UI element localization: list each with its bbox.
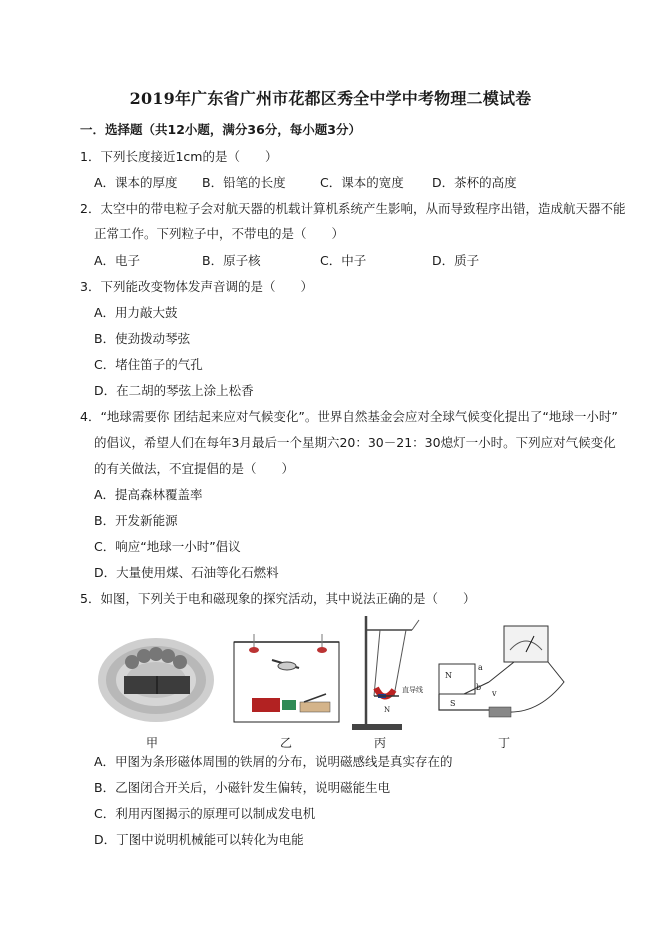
question-2-stem-line2: 正常工作。下列粒子中，不带电的是（ ） (94, 226, 345, 241)
ding-a-label: a (478, 663, 483, 672)
battery (252, 698, 280, 712)
question-5-option-b: B．乙图闭合开关后，小磁针发生偏转，说明磁能生电 (94, 780, 391, 795)
ding-b-label: b (476, 683, 482, 692)
question-5-option-c: C．利用丙图揭示的原理可以制成发电机 (94, 806, 316, 821)
question-4-stem-line1: 4．“地球需要你 团结起来应对气候变化”。世界自然基金会应对全球气候变化提出了“地球一小时” (80, 409, 618, 424)
caption-jia: 甲 (146, 736, 159, 750)
option-d: D．质子 (432, 253, 480, 268)
figures-svg (94, 612, 574, 742)
option-a: A．课本的厚度 (94, 175, 178, 190)
question-4-option-b: B．开发新能源 (94, 513, 178, 528)
question-4-option-c: C．响应“地球一小时”倡议 (94, 539, 241, 554)
question-5-figures (94, 612, 574, 750)
question-3-option-d: D．在二胡的琴弦上涂上松香 (94, 383, 254, 398)
ding-v-label: v (492, 689, 497, 698)
caption-yi: 乙 (280, 736, 293, 750)
question-1-stem: 1．下列长度接近1cm的是（ ） (80, 149, 278, 164)
question-4-stem-line2: 的倡议，希望人们在每年3月最后一个星期六20：30－21：30熄灯一小时。下列应对气候变化 (94, 435, 616, 450)
question-3-option-a: A．用力敲大鼓 (94, 305, 178, 320)
page-title: 2019年广东省广州市花都区秀全中学中考物理二模试卷 (129, 89, 532, 108)
figure-ding (439, 626, 564, 717)
question-5-stem: 5．如图，下列关于电和磁现象的探究活动，其中说法正确的是（ ） (80, 591, 476, 606)
bing-wire-label: 直导线 (402, 686, 423, 694)
question-3-stem: 3．下列能改变物体发声音调的是（ ） (80, 279, 313, 294)
question-3-option-c: C．堵住笛子的气孔 (94, 357, 203, 372)
ding-s-label: S (450, 699, 456, 708)
option-c: C．课本的宽度 (320, 175, 404, 190)
question-5-option-d: D．丁图中说明机械能可以转化为电能 (94, 832, 304, 847)
caption-ding: 丁 (498, 736, 511, 750)
caption-bing: 丙 (374, 736, 387, 750)
question-2-stem-line1: 2．太空中的带电粒子会对航天器的机载计算机系统产生影响，从而导致程序出错，造成航天器不能 (80, 201, 626, 216)
question-4-stem-line3: 的有关做法，不宜提倡的是（ ） (94, 461, 295, 476)
figure-yi (234, 634, 339, 722)
option-b: B．原子核 (202, 253, 261, 268)
option-d: D．茶杯的高度 (432, 175, 517, 190)
switch (489, 707, 511, 717)
option-a: A．电子 (94, 253, 141, 268)
question-4-option-d: D．大量使用煤、石油等化石燃料 (94, 565, 279, 580)
switch (300, 702, 330, 712)
bing-n-label: N (384, 706, 391, 714)
figure-bing (352, 616, 423, 730)
galvanometer (504, 626, 548, 662)
question-4-option-a: A．提高森林覆盖率 (94, 487, 203, 502)
figure-jia (98, 638, 214, 722)
option-c: C．中子 (320, 253, 367, 268)
question-3-option-b: B．使劲拨动琴弦 (94, 331, 191, 346)
ding-n-label: N (445, 671, 452, 680)
section-heading: 一．选择题（共12小题，满分36分，每小题3分） (80, 122, 361, 137)
option-b: B．铅笔的长度 (202, 175, 286, 190)
question-5-option-a: A．甲图为条形磁体周围的铁屑的分布，说明磁感线是真实存在的 (94, 754, 453, 769)
